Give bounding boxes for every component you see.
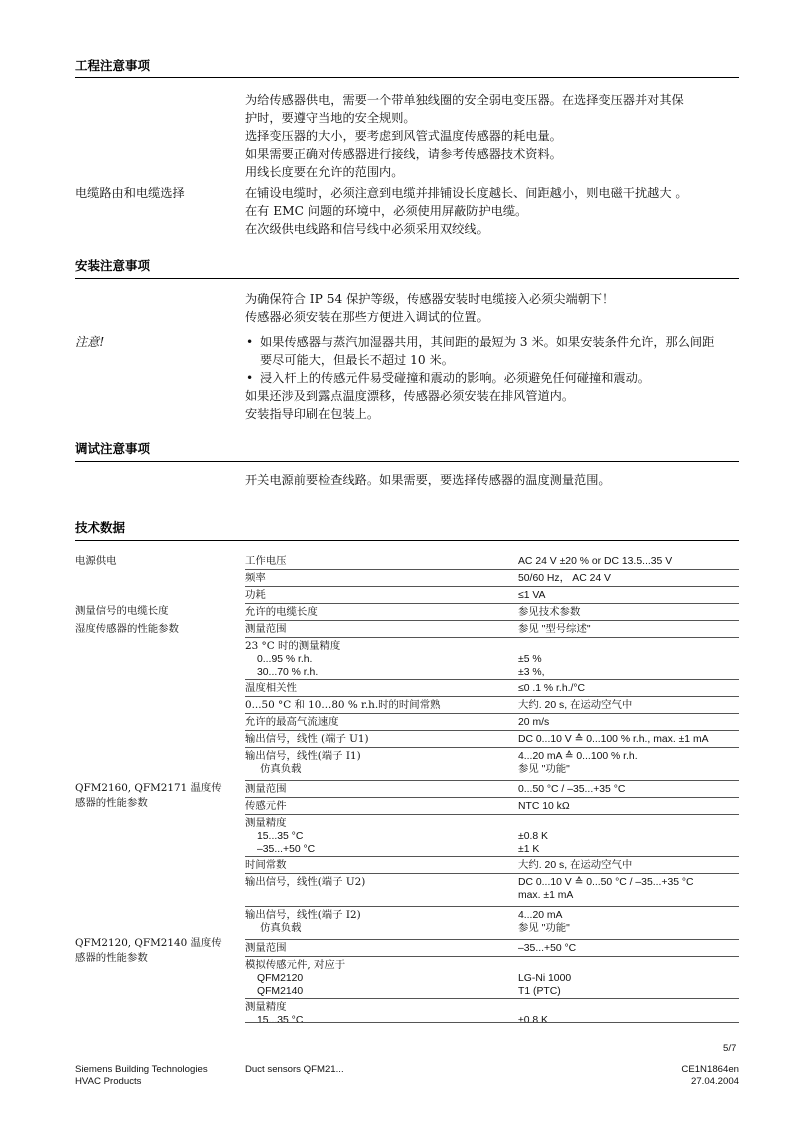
paragraph-line: 传感器必须安装在那些方便进入调试的位置。	[245, 310, 489, 324]
table-cell-line	[518, 959, 739, 972]
table-row	[75, 679, 739, 696]
paragraph-line: 为确保符合 IP 54 保护等级，传感器安装时电缆接入必须尖端朝下！	[245, 292, 615, 306]
table-cell-value	[518, 589, 739, 602]
table-cell-label	[245, 733, 515, 746]
table-cell-line: 15...35 °C	[257, 831, 304, 842]
table-cell-line: ±0.8 K	[518, 831, 548, 842]
table-cell-line: 频率	[245, 572, 266, 584]
table-cell-line: 参见技术参数	[518, 607, 581, 618]
section-title-technical: 技术数据	[75, 520, 126, 535]
table-cell-label	[245, 817, 515, 856]
table-cell-line: 参见 "功能"	[518, 764, 570, 775]
table-cell-value	[518, 942, 739, 955]
installation-text	[245, 290, 740, 326]
table-cell-value	[518, 572, 739, 585]
section-title-installation: 安装注意事项	[75, 258, 151, 273]
table-cell-line: 工作电压	[245, 555, 287, 567]
table-cell-line: DC 0...10 V ≙ 0...100 % r.h., max. ±1 mA	[518, 734, 709, 745]
table-cell-line: ≤0 .1 % r.h./°C	[518, 683, 586, 694]
table-cell-line: 仿真负载	[260, 922, 302, 934]
table-cell-line: 输出信号，线性(端子 I1)	[245, 750, 361, 762]
table-row	[75, 637, 739, 679]
table-cell-label	[245, 783, 515, 796]
table-cell-line: ±1 K	[518, 844, 540, 855]
table-cell-line: 温度相关性	[245, 682, 297, 694]
table-cell-line: 仿真负载	[260, 763, 302, 775]
table-cell-line: 测量精度	[245, 1001, 287, 1013]
paragraph-line: 安装指导印刷在包装上。	[245, 407, 380, 421]
cable-routing-label: 电缆路由和电缆选择	[75, 186, 185, 200]
table-cell-line: 功耗	[245, 589, 266, 601]
table-cell-value	[518, 750, 739, 776]
footer-product: Duct sensors QFM21...	[245, 1064, 344, 1075]
paragraph-line: 选择变压器的大小，要考虑到风管式温度传感器的耗电量。	[245, 129, 562, 143]
cable-routing-text	[245, 184, 740, 238]
group-label-humidity: 湿度传感器的性能参数	[75, 623, 179, 635]
table-cell-label	[245, 623, 515, 636]
paragraph-line: 用线长度要在允许的范围内。	[245, 165, 404, 179]
section-title-commissioning: 调试注意事项	[75, 441, 151, 456]
row-divider	[245, 1022, 739, 1023]
table-cell-line: LG-Ni 1000	[518, 973, 572, 984]
installation-notes	[245, 333, 740, 423]
table-cell-line: AC 24 V ±20 % or DC 13.5...35 V	[518, 556, 673, 567]
table-cell-line: –35...+50 °C	[257, 844, 316, 855]
table-cell-line: ±3 %,	[518, 667, 545, 678]
table-cell-line: ≤1 VA	[518, 590, 546, 601]
table-cell-value	[518, 859, 739, 872]
table-cell-label	[245, 555, 515, 568]
table-row	[75, 552, 739, 569]
table-cell-value	[518, 640, 739, 679]
table-cell-line	[518, 1001, 739, 1014]
table-cell-label	[245, 959, 515, 998]
footer-date: 27.04.2004	[690, 1076, 739, 1087]
table-cell-value	[518, 682, 739, 695]
table-cell-line: –35...+50 °C	[518, 943, 577, 954]
paragraph-line: 在铺设电缆时，必须注意到电缆并排铺设长度越长、间距越小，则电磁干扰越大 。	[245, 186, 688, 200]
table-cell-line: 50/60 Hz， AC 24 V	[518, 573, 611, 584]
paragraph-line: 为给传感器供电，需要一个带单独线圈的安全弱电变压器。在选择变压器并对其保	[245, 93, 684, 107]
table-row	[75, 814, 739, 856]
section-divider	[75, 77, 739, 78]
table-row	[75, 797, 739, 814]
table-cell-label	[245, 909, 515, 935]
table-cell-line: 测量范围	[245, 942, 287, 954]
table-cell-line: 时间常数	[245, 859, 287, 871]
paragraph-line: 在次级供电线路和信号线中必须采用双绞线。	[245, 222, 489, 236]
section-divider	[75, 278, 739, 279]
table-cell-label	[245, 876, 515, 889]
section-title-engineering: 工程注意事项	[75, 58, 151, 73]
table-cell-value	[518, 623, 739, 636]
table-cell-line: 4...20 mA ≙ 0...100 % r.h.	[518, 751, 638, 762]
table-cell-line	[518, 817, 739, 830]
engineering-text	[245, 91, 740, 181]
table-cell-line: 测量范围	[245, 623, 287, 635]
table-row	[75, 569, 739, 586]
section-divider	[75, 461, 739, 462]
table-cell-line: 输出信号，线性(端子 U2)	[245, 876, 366, 888]
table-cell-value	[518, 716, 739, 729]
table-cell-label	[245, 640, 515, 679]
table-cell-value	[518, 817, 739, 856]
table-cell-line: 0...95 % r.h.	[257, 654, 313, 665]
table-row	[75, 956, 739, 998]
table-cell-line: 20 m/s	[518, 717, 550, 728]
table-cell-line: 传感元件	[245, 800, 287, 812]
page-number: 5/7	[723, 1043, 737, 1054]
table-cell-line: 参见 "功能"	[518, 923, 570, 934]
table-cell-value	[518, 800, 739, 813]
table-cell-line: NTC 10 kΩ	[518, 801, 570, 812]
table-cell-label	[245, 572, 515, 585]
table-cell-line: 测量精度	[245, 817, 287, 829]
table-row	[75, 939, 739, 956]
table-cell-line: 允许的电缆长度	[245, 606, 318, 618]
table-cell-line	[518, 640, 739, 653]
paragraph-line: 护时，要遵守当地的安全规则。	[245, 111, 416, 125]
table-cell-value	[518, 909, 739, 935]
table-cell-line: QFM2140	[257, 986, 304, 997]
table-cell-value	[518, 699, 739, 712]
group-label-cable: 测量信号的电缆长度	[75, 605, 169, 617]
footer-doc-id: CE1N1864en	[681, 1064, 739, 1075]
note-label: 注意!	[75, 335, 105, 349]
table-cell-line: 15...35 °C	[257, 1015, 304, 1026]
table-cell-label	[245, 1001, 515, 1027]
paragraph-line: 在有 EMC 问题的环境中，必须使用屏蔽防护电缆。	[245, 204, 528, 218]
group-label-power: 电源供电	[75, 555, 117, 567]
table-cell-line: 模拟传感元件, 对应于	[245, 959, 346, 971]
table-row	[75, 620, 739, 637]
bullet-item: • 如果传感器与蒸汽加湿器共用，其间距的最短为 3 米。如果安装条件允许，那么间距	[245, 333, 740, 351]
table-cell-line: 测量范围	[245, 783, 287, 795]
table-cell-line: T1 (PTC)	[518, 986, 561, 997]
table-cell-label	[245, 699, 515, 712]
table-row	[75, 856, 739, 873]
table-cell-line: 23 °C 时的测量精度	[245, 640, 341, 652]
table-row	[75, 747, 739, 780]
table-cell-line: 0...50 °C 和 10...80 % r.h.时的时间常熟	[245, 699, 441, 711]
table-cell-label	[245, 606, 515, 619]
table-cell-label	[245, 800, 515, 813]
table-cell-value	[518, 1001, 739, 1027]
table-row	[75, 696, 739, 713]
table-row	[75, 730, 739, 747]
table-row	[75, 586, 739, 603]
table-cell-label	[245, 589, 515, 602]
paragraph-line: 如果还涉及到露点温度漂移，传感器必须安装在排风管道内。	[245, 389, 575, 403]
table-cell-value	[518, 733, 739, 746]
bullet-item: • 浸入杆上的传感元件易受碰撞和震动的影响。必须避免任何碰撞和震动。	[245, 369, 740, 387]
footer-division: HVAC Products	[75, 1076, 142, 1087]
table-cell-line: ±0.8 K	[518, 1015, 548, 1026]
table-cell-line: DC 0...10 V ≙ 0...50 °C / –35...+35 °C	[518, 877, 694, 888]
table-cell-value	[518, 606, 739, 619]
table-row	[75, 906, 739, 939]
table-cell-line: 30...70 % r.h.	[257, 667, 319, 678]
table-row	[75, 603, 739, 620]
table-cell-label	[245, 682, 515, 695]
table-cell-label	[245, 750, 515, 776]
table-cell-line: 大约. 20 s, 在运动空气中	[518, 860, 633, 871]
commissioning-text	[245, 471, 740, 489]
table-cell-line: 输出信号，线性 (端子 U1)	[245, 733, 369, 745]
section-divider	[75, 540, 739, 541]
table-cell-value	[518, 876, 739, 902]
table-cell-line: 输出信号，线性(端子 I2)	[245, 909, 361, 921]
group-label-qfm2120: QFM2120, QFM2140 温度传感器的性能参数	[75, 937, 222, 964]
table-cell-line: 允许的最高气流速度	[245, 716, 339, 728]
table-cell-label	[245, 716, 515, 729]
table-cell-value	[518, 959, 739, 998]
footer-company: Siemens Building Technologies	[75, 1064, 208, 1075]
bullet-continuation: 要尽可能大，但最长不超过 10 米。	[260, 353, 454, 367]
paragraph-line: 开关电源前要检查线路。如果需要，要选择传感器的温度测量范围。	[245, 473, 611, 487]
table-cell-value	[518, 555, 739, 568]
table-row	[75, 998, 739, 1026]
table-cell-label	[245, 859, 515, 872]
table-cell-line: 4...20 mA	[518, 910, 563, 921]
paragraph-line: 如果需要正确对传感器进行接线，请参考传感器技术资料。	[245, 147, 562, 161]
group-label-qfm2160: QFM2160, QFM2171 温度传感器的性能参数	[75, 782, 222, 809]
table-cell-line: QFM2120	[257, 973, 304, 984]
table-cell-line: 参见 "型号综述"	[518, 624, 591, 635]
table-row	[75, 713, 739, 730]
table-cell-line: 大约. 20 s, 在运动空气中	[518, 700, 633, 711]
table-cell-line: 0...50 °C / –35...+35 °C	[518, 784, 626, 795]
table-cell-line: ±5 %	[518, 654, 542, 665]
table-cell-line: max. ±1 mA	[518, 890, 574, 901]
table-row	[75, 873, 739, 906]
table-row	[75, 780, 739, 797]
table-cell-label	[245, 942, 515, 955]
table-cell-value	[518, 783, 739, 796]
